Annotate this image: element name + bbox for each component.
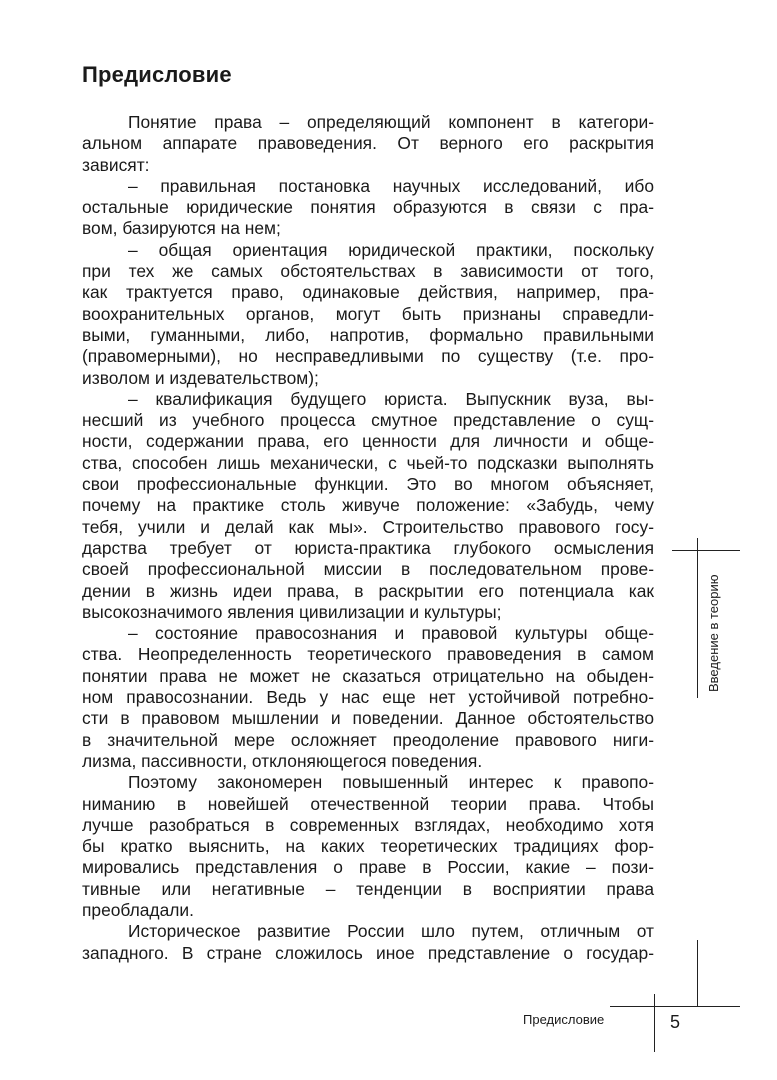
page-number: 5 [670,1012,681,1032]
body-text [82,112,654,964]
text-line: в значительной мере осложняет преодоление правового ниги- [82,729,654,750]
running-footer: Предисловие [523,1012,605,1027]
text-line: изволом и издевательством); [82,367,319,388]
margin-rule [697,940,698,1006]
side-tab-divider [672,550,740,551]
text-line: лизма, пассивности, отклоняющегося поведения. [82,750,483,771]
text-line: почему на практике столь живуче положение: «Забудь, чему [82,495,654,516]
text-line: вом, базируются на нем; [82,218,281,239]
text-line: ном правосознании. Ведь у нас еще нет устойчивой потребно- [82,687,654,708]
text-line: своей профессиональной миссии в последовательном прове- [82,559,654,580]
footer-rule [610,1006,740,1007]
text-line: высокозначимого явления цивилизации и культуры; [82,601,502,622]
text-line: выми, гуманными, либо, напротив, формально правильными [82,324,654,345]
text-line: (правомерными), но несправедливыми по существу (т.е. про- [82,346,654,367]
text-line: альном аппарате правоведения. От верного его раскрытия [82,133,654,154]
text-line: Понятие права – определяющий компонент в категори- [128,112,654,132]
text-line: Историческое развитие России шло путем, отличным от [128,921,654,942]
text-line: лучше разобраться в современных взглядах, необходимо хотя [82,814,654,835]
text-line: западного. В стране сложилось иное представление о государ- [82,942,654,963]
text-line: бы кратко выяснить, на каких теоретических традициях фор- [82,836,654,857]
text-line: – правильная постановка научных исследований, ибо [128,175,654,196]
text-line: преобладали. [82,899,194,920]
text-line: ства, способен лишь механически, с чьей-то подсказки выполнять [82,452,654,473]
page-title: Предисловие [82,62,232,87]
text-line: тивные или негативные – тенденции в восприятии права [82,878,654,899]
text-line: воохранительных органов, могут быть признаны справедли- [82,303,654,324]
text-line: зависят: [82,154,150,175]
text-line: – квалификация будущего юриста. Выпускник вуза, вы- [128,388,654,409]
text-line: ниманию в новейшей отечественной теории права. Чтобы [82,793,654,814]
text-line: – общая ориентация юридической практики, поскольку [128,239,654,260]
side-tab-label: Введение в теорию [706,574,721,692]
text-line: несший из учебного процесса смутное представление о сущ- [82,410,654,431]
text-line: Поэтому закономерен повышенный интерес к правопо- [128,772,654,793]
text-line: ности, содержании права, его ценности для личности и обще- [82,431,654,452]
text-line: свои профессиональные функции. Это во многом объясняет, [82,474,654,495]
text-line: понятии права не может не сказаться отрицательно на обыден- [82,665,654,686]
text-line: при тех же самых обстоятельствах в зависимости от того, [82,261,654,282]
text-line: мировались представления о праве в России, какие – пози- [82,857,654,878]
text-line: сти в правовом мышлении и поведении. Данное обстоятельство [82,708,654,729]
side-tab-rule [697,538,698,698]
text-line: как трактуется право, одинаковые действия, например, пра- [82,282,654,303]
text-line: остальные юридические понятия образуются в связи с пра- [82,197,654,218]
text-line: – состояние правосознания и правовой культуры обще- [128,623,654,644]
text-line: ства. Неопределенность теоретического правоведения в самом [82,644,654,665]
text-line: дении в жизнь идеи права, в раскрытии его потенциала как [82,580,654,601]
text-line: тебя, учили и делай как мы». Строительство правового госу- [82,516,654,537]
text-line: дарства требует от юриста-практика глубокого осмысления [82,537,654,558]
footer-divider [654,994,655,1052]
